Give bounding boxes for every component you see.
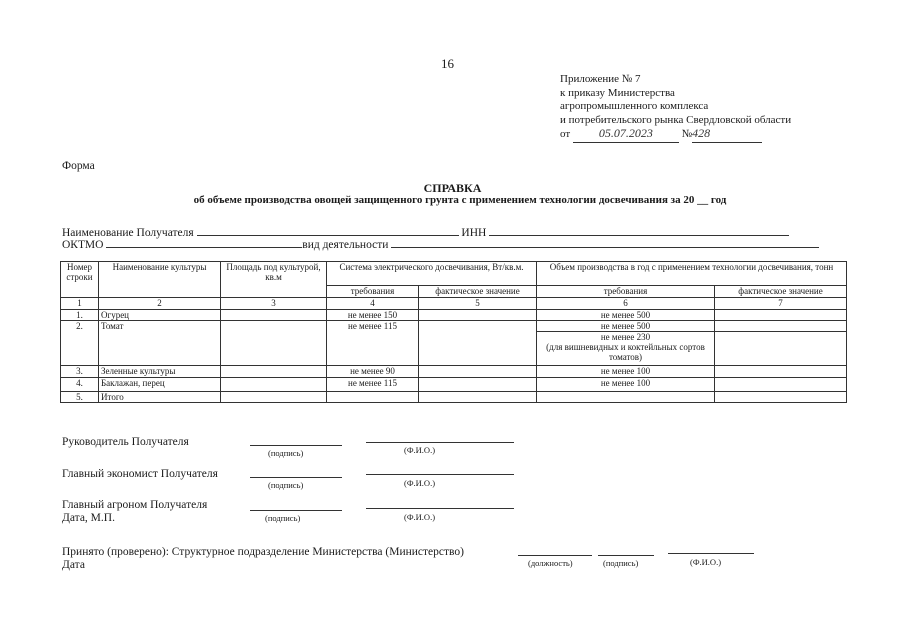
lighting-actual-cell[interactable] — [419, 310, 537, 321]
header-area: Площадь под культурой, кв.м — [221, 262, 327, 298]
accepted-label: Принято (проверено): Структурное подразделение Министерства (Министерство) — [62, 546, 464, 558]
activity-label: вид деятельности — [302, 239, 389, 251]
appendix-line-3: агропромышленного комплекса — [560, 100, 709, 112]
volume-requirement: не менее 100 — [537, 366, 715, 378]
row-no: 4. — [61, 378, 99, 392]
appendix-line-1: Приложение № 7 — [560, 73, 641, 85]
lighting-actual-cell[interactable] — [419, 321, 537, 366]
lighting-actual-cell[interactable] — [419, 378, 537, 392]
head-signature-caption: (подпись) — [268, 448, 304, 458]
area-cell[interactable] — [221, 310, 327, 321]
col-number-3: 3 — [221, 298, 327, 310]
volume-requirement — [537, 392, 715, 403]
col-number-7: 7 — [715, 298, 847, 310]
row-no: 5. — [61, 392, 99, 403]
accepted-signature-line[interactable] — [598, 555, 654, 556]
activity-field[interactable] — [391, 237, 819, 248]
agronomist-signature-line[interactable] — [250, 510, 342, 511]
lighting-actual-cell[interactable] — [419, 392, 537, 403]
crop-name: Баклажан, перец — [99, 378, 221, 392]
lighting-requirement: не менее 90 — [327, 366, 419, 378]
form-label: Форма — [62, 160, 95, 172]
header-lighting-system: Система электрического досвечивания, Вт/кв.м. — [327, 262, 537, 286]
column-number-row — [61, 298, 847, 310]
table-row — [61, 366, 847, 378]
inn-label: ИНН — [461, 227, 487, 239]
date-prefix: от — [560, 128, 571, 140]
volume-actual-cell[interactable] — [715, 310, 847, 321]
header-production-volume: Объем производства в год с применением технологии досвечивания, тонн — [537, 262, 847, 286]
table-row — [61, 321, 847, 332]
economist-signature-line[interactable] — [250, 477, 342, 478]
crop-name: Томат — [99, 321, 221, 366]
table-row — [61, 310, 847, 321]
production-table — [60, 261, 847, 403]
crop-name: Зеленные культуры — [99, 366, 221, 378]
header-volume-requirements: требования — [537, 286, 715, 298]
appendix-block — [560, 73, 791, 143]
volume-actual-cell[interactable] — [715, 321, 847, 332]
appendix-line-4: и потребительского рынка Свердловской области — [560, 113, 792, 126]
area-cell[interactable] — [221, 392, 327, 403]
table-row-total — [61, 392, 847, 403]
page-number: 16 — [441, 56, 454, 71]
volume-requirement-note: (для вишневидных и коктейльных сортов томатов) — [546, 342, 705, 362]
date-stamp-label: Дата, М.П. — [62, 512, 115, 524]
lighting-requirement — [327, 392, 419, 403]
document-subtitle: об объеме производства овощей защищенного грунта с применением технологии досвечивания за 20 __ год — [193, 194, 727, 206]
document-title: СПРАВКА — [423, 181, 482, 195]
crop-name: Огурец — [99, 310, 221, 321]
head-name-line[interactable] — [366, 442, 514, 443]
row-no: 2. — [61, 321, 99, 366]
col-number-1: 1 — [61, 298, 99, 310]
accepted-date-label: Дата — [62, 559, 85, 571]
volume-actual-cell[interactable] — [715, 366, 847, 378]
order-date-value: 05.07.2023 — [598, 126, 653, 140]
header-lighting-actual: фактическое значение — [419, 286, 537, 298]
agronomist-name-caption: (Ф.И.О.) — [404, 512, 436, 522]
volume-requirement-cherry — [537, 332, 715, 366]
oktmo-line — [62, 237, 819, 251]
col-number-4: 4 — [327, 298, 419, 310]
header-row-no: Номер строки — [61, 262, 99, 298]
agronomist-signature-label: Главный агроном Получателя — [62, 499, 208, 511]
accepted-position-caption: (должность) — [528, 558, 573, 568]
lighting-requirement: не менее 115 — [327, 321, 419, 366]
volume-requirement: не менее 500 — [537, 321, 715, 332]
crop-name: Итого — [99, 392, 221, 403]
lighting-requirement: не менее 115 — [327, 378, 419, 392]
order-number-value: 428 — [692, 126, 711, 140]
lighting-actual-cell[interactable] — [419, 366, 537, 378]
area-cell[interactable] — [221, 366, 327, 378]
order-date — [573, 127, 679, 143]
lighting-requirement: не менее 150 — [327, 310, 419, 321]
head-name-caption: (Ф.И.О.) — [404, 445, 436, 455]
row-no: 1. — [61, 310, 99, 321]
oktmo-label: ОКТМО — [62, 239, 104, 251]
economist-signature-caption: (подпись) — [268, 480, 304, 490]
col-number-5: 5 — [419, 298, 537, 310]
order-number — [692, 127, 762, 143]
area-cell[interactable] — [221, 378, 327, 392]
accepted-position-line[interactable] — [518, 555, 592, 556]
economist-name-line[interactable] — [366, 474, 514, 475]
table-row — [61, 378, 847, 392]
volume-actual-cell[interactable] — [715, 378, 847, 392]
header-lighting-requirements: требования — [327, 286, 419, 298]
row-no: 3. — [61, 366, 99, 378]
col-number-6: 6 — [537, 298, 715, 310]
appendix-date-line — [560, 127, 791, 143]
header-volume-actual: фактическое значение — [715, 286, 847, 298]
header-crop: Наименование культуры — [99, 262, 221, 298]
recipient-field[interactable] — [197, 225, 459, 236]
accepted-name-caption: (Ф.И.О.) — [690, 557, 722, 567]
number-prefix: № — [681, 128, 693, 140]
agronomist-signature-caption: (подпись) — [265, 513, 301, 523]
volume-requirement: не менее 100 — [537, 378, 715, 392]
economist-name-caption: (Ф.И.О.) — [404, 478, 436, 488]
col-number-2: 2 — [99, 298, 221, 310]
volume-requirement-value: не менее 230 — [600, 332, 651, 342]
inn-field[interactable] — [489, 225, 789, 236]
area-cell[interactable] — [221, 321, 327, 366]
recipient-label: Наименование Получателя — [62, 227, 194, 239]
volume-requirement: не менее 500 — [537, 310, 715, 321]
head-signature-label: Руководитель Получателя — [62, 436, 189, 448]
appendix-line-2: к приказу Министерства — [560, 86, 675, 99]
agronomist-name-line[interactable] — [366, 508, 514, 509]
oktmo-field[interactable] — [106, 237, 302, 248]
economist-signature-label: Главный экономист Получателя — [62, 468, 218, 480]
head-signature-line[interactable] — [250, 445, 342, 446]
volume-actual-cell[interactable] — [715, 392, 847, 403]
accepted-name-line[interactable] — [668, 553, 754, 554]
volume-actual-cell[interactable] — [715, 332, 847, 366]
accepted-signature-caption: (подпись) — [603, 558, 639, 568]
